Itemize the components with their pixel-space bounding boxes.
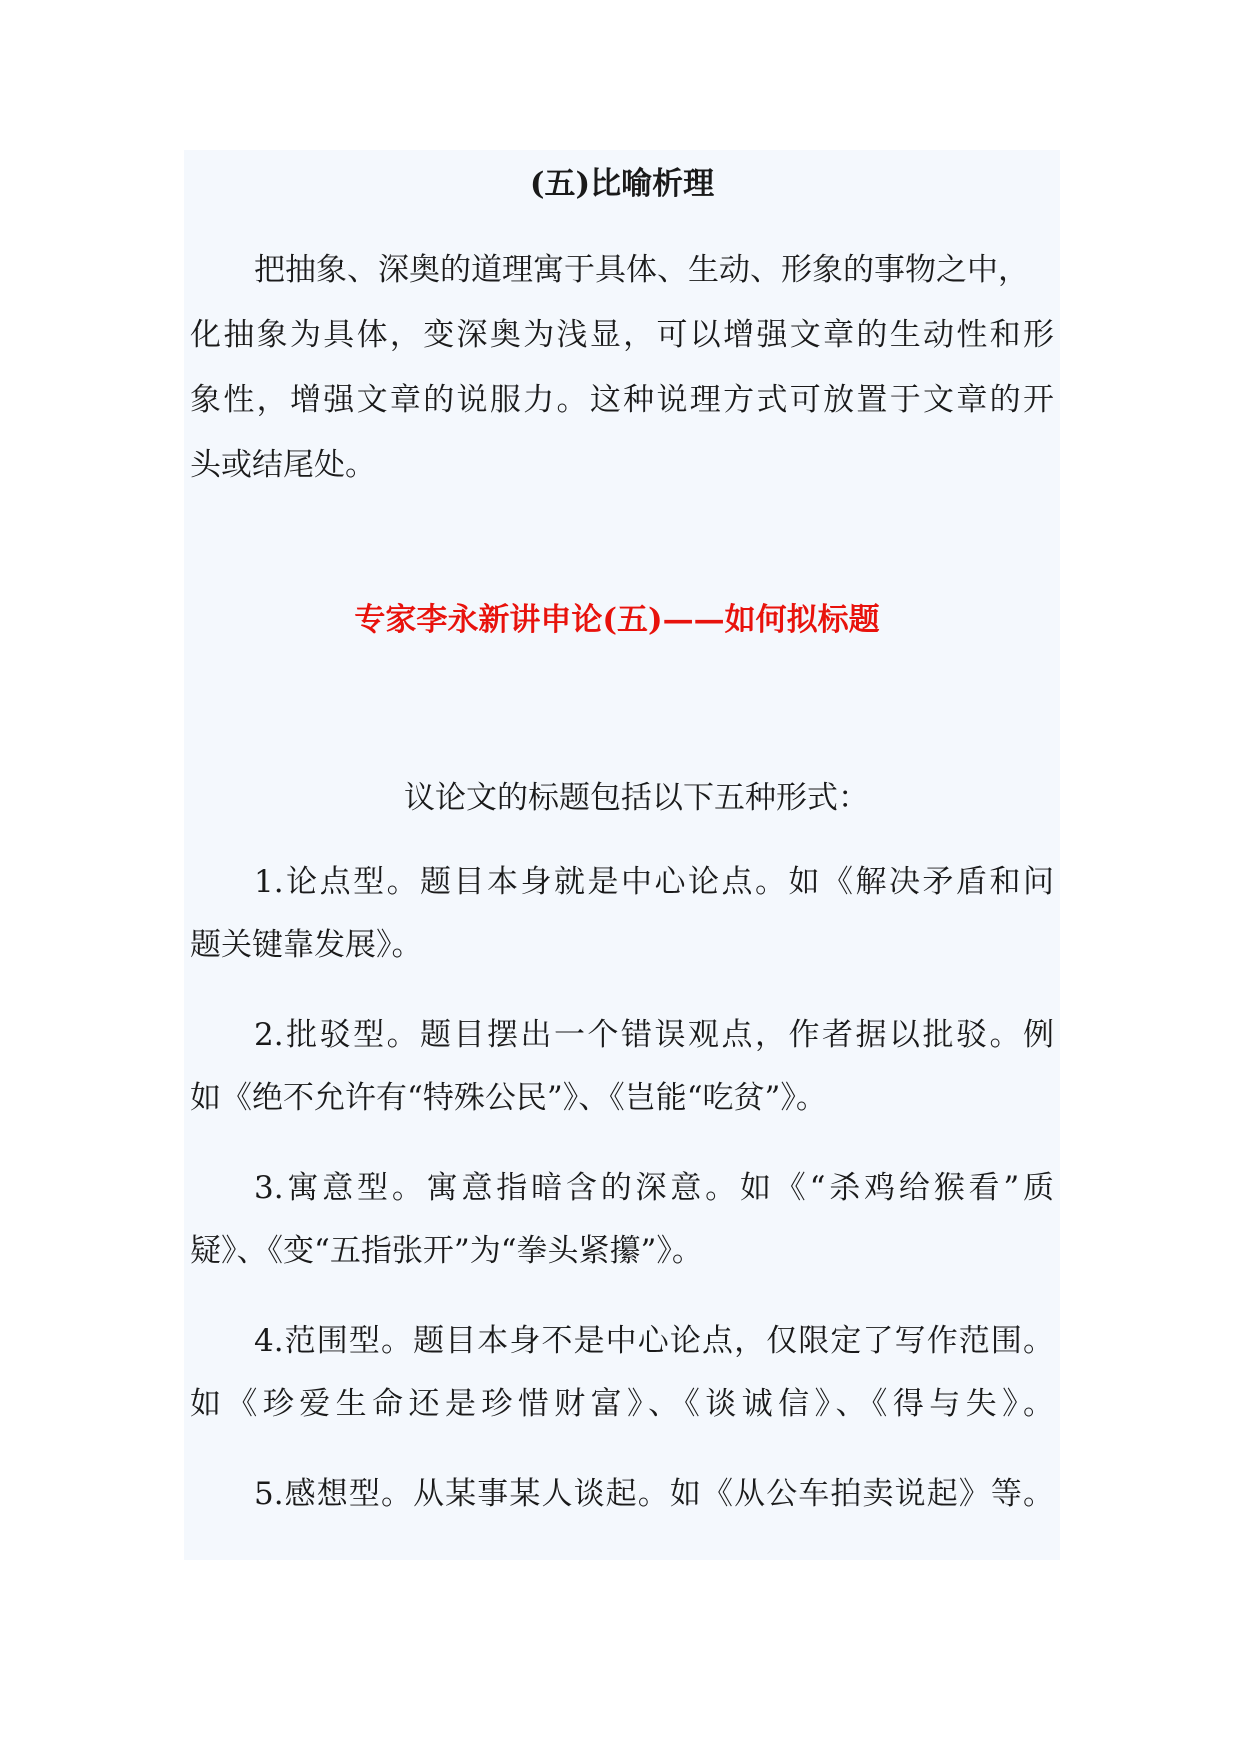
intro-text: 议论文的标题包括以下五种形式： xyxy=(404,780,869,816)
list-item-line: 1.论点型。题目本身就是中心论点。如《解决矛盾和问 xyxy=(254,864,1054,900)
section-heading: (五)比喻析理 xyxy=(529,166,715,202)
paragraph-line: 象性，增强文章的说服力。这种说理方式可放置于文章的开 xyxy=(190,382,1054,418)
list-item-line: 5.感想型。从某事某人谈起。如《从公车拍卖说起》等。 xyxy=(254,1476,1054,1512)
list-item-line: 如《绝不允许有“特殊公民”》、《岂能“吃贫”》。 xyxy=(190,1080,827,1116)
list-item-line: 题关键靠发展》。 xyxy=(190,927,423,963)
list-item-line: 疑》、《变“五指张开”为“拳头紧攥”》。 xyxy=(190,1233,703,1269)
content-box xyxy=(184,150,1060,1560)
list-item-line: 2.批驳型。题目摆出一个错误观点，作者据以批驳。例 xyxy=(254,1017,1054,1053)
paragraph-line: 化抽象为具体，变深奥为浅显，可以增强文章的生动性和形 xyxy=(190,317,1054,353)
list-item-line: 4.范围型。题目本身不是中心论点，仅限定了写作范围。 xyxy=(254,1323,1054,1359)
list-item-line: 如《珍爱生命还是珍惜财富》、《谈诚信》、《得与失》。 xyxy=(190,1386,1054,1422)
article-title: 专家李永新讲申论(五)——如何拟标题 xyxy=(354,602,880,638)
list-item-line: 3.寓意型。寓意指暗含的深意。如《“杀鸡给猴看”质 xyxy=(254,1170,1054,1206)
paragraph-line: 把抽象、深奥的道理寓于具体、生动、形象的事物之中， xyxy=(254,252,1029,288)
paragraph-line: 头或结尾处。 xyxy=(190,447,376,483)
